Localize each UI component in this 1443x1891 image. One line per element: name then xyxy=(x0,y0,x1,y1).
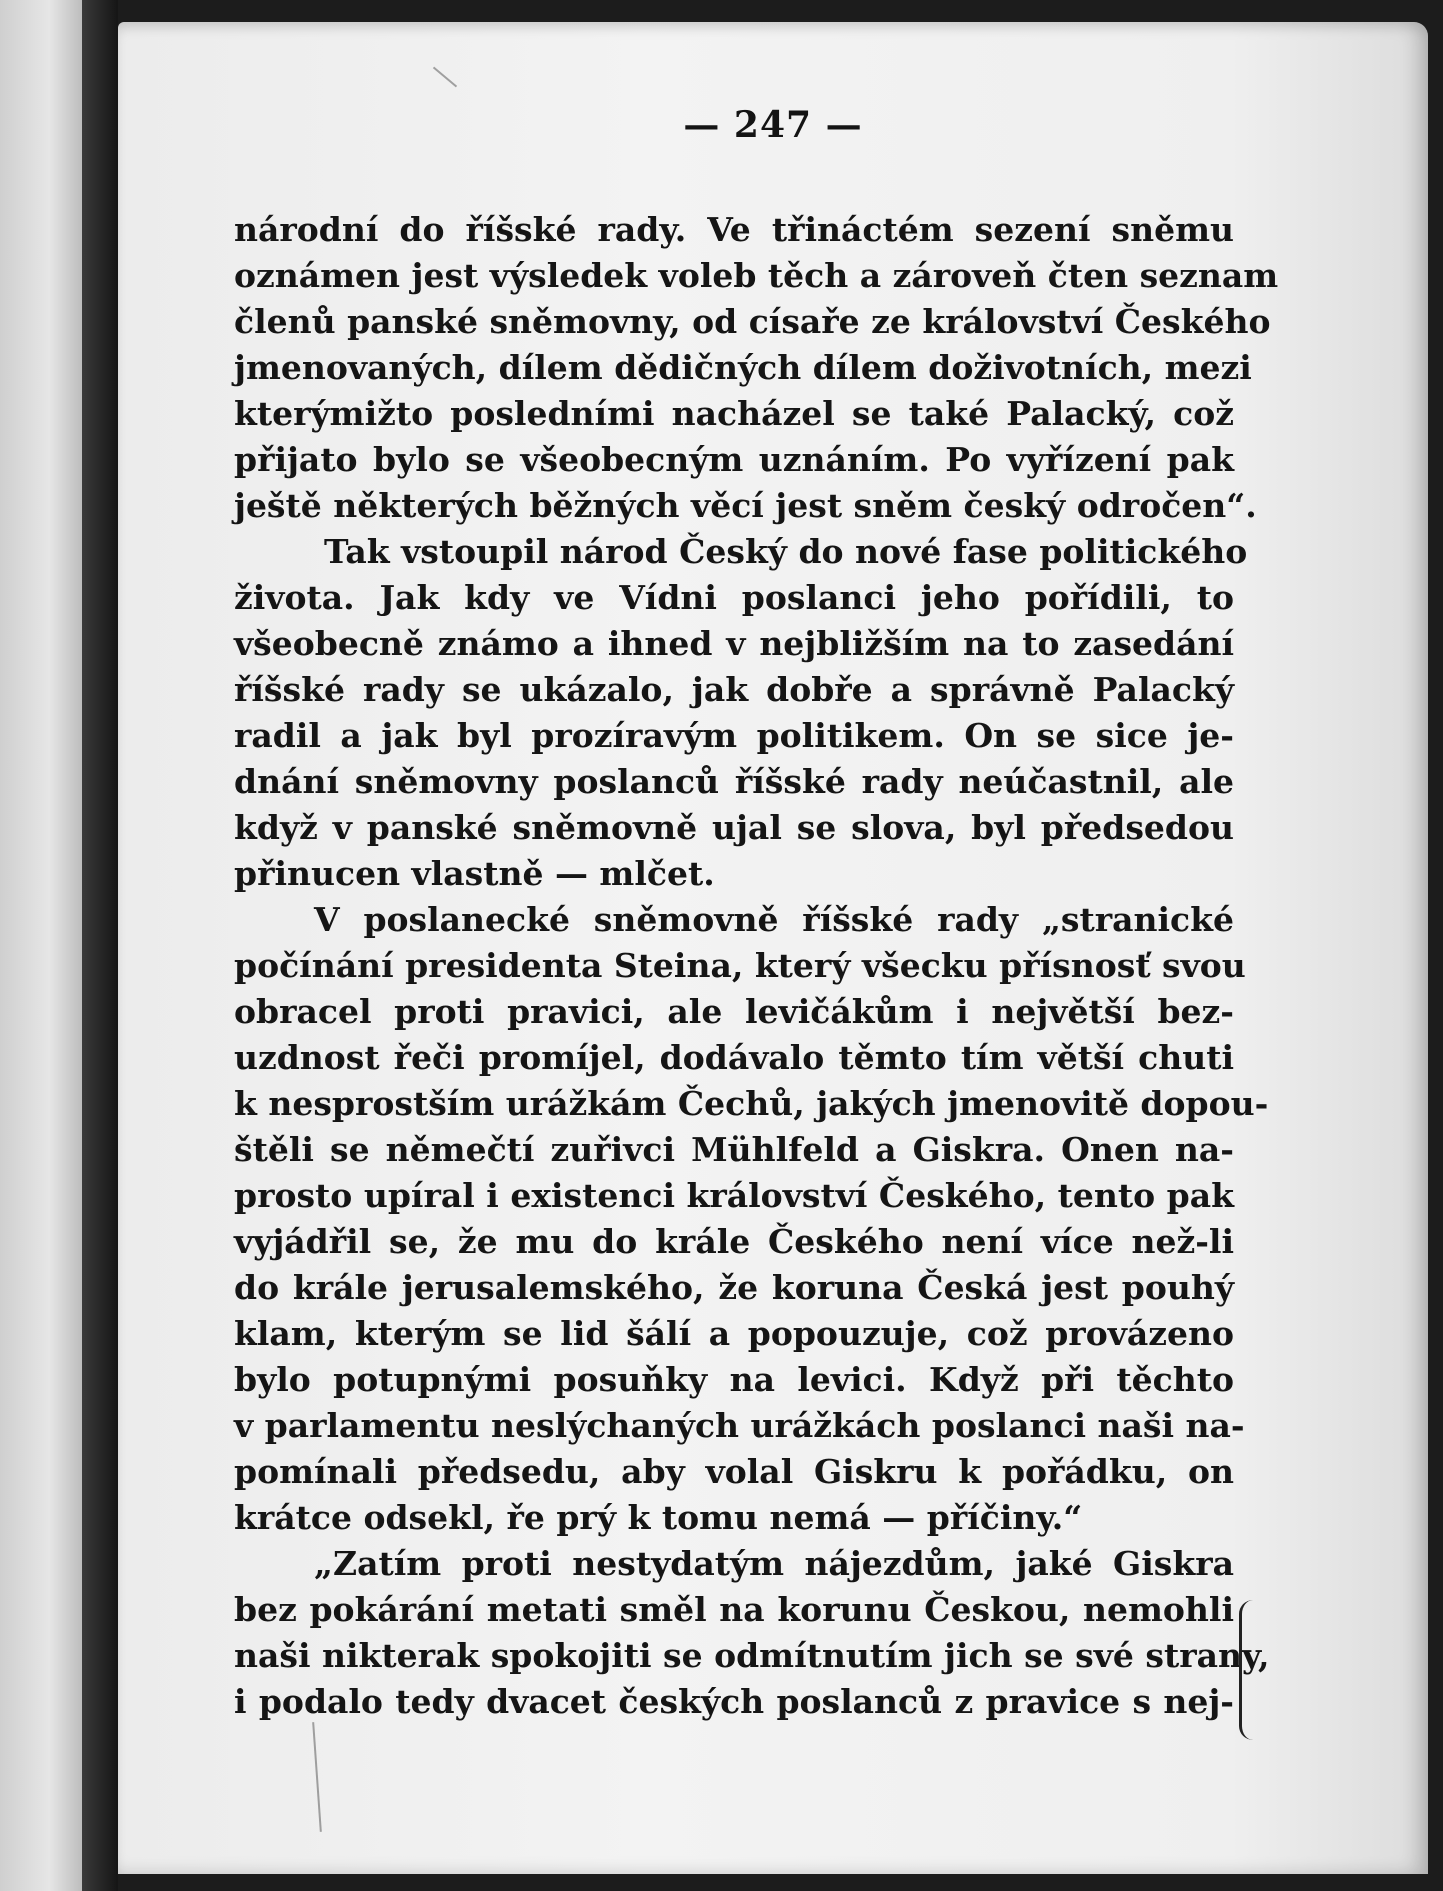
page-scratch-mark xyxy=(312,1722,322,1832)
text-line: když v panské sněmovně ujal se slova, byl předsedou xyxy=(234,808,1234,847)
page-scratch-mark xyxy=(433,67,457,88)
text-line: kterýmižto posledními nacházel se také Palacký, což xyxy=(234,394,1234,433)
left-page-edge xyxy=(0,0,82,1891)
text-line: jmenovaných, dílem dědičných dílem doživotních, mezi xyxy=(234,348,1252,387)
text-line: radil a jak byl prozíravým politikem. On se sice je- xyxy=(234,716,1234,755)
text-line: přijato bylo se všeobecným uznáním. Po vyřízení pak xyxy=(234,440,1234,479)
text-line: v parlamentu neslýchaných urážkách poslanci naši na- xyxy=(234,1406,1245,1445)
book-page xyxy=(118,22,1428,1874)
text-line: vyjádřil se, že mu do krále Českého není více než-li xyxy=(234,1222,1234,1261)
text-line: klam, kterým se lid šálí a popouzuje, což provázeno xyxy=(234,1314,1234,1353)
text-line: národní do říšské rady. Ve třináctém sezení sněmu xyxy=(234,210,1234,249)
page-number: — 247 — xyxy=(683,104,863,146)
text-line: bylo potupnými posuňky na levici. Když při těchto xyxy=(234,1360,1234,1399)
book-gutter xyxy=(82,0,118,1891)
text-line: říšské rady se ukázalo, jak dobře a správně Palacký xyxy=(234,670,1234,709)
text-line: V poslanecké sněmovně říšské rady „stranické xyxy=(314,900,1234,939)
text-line: štěli se němečtí zuřivci Mühlfeld a Giskra. Onen na- xyxy=(234,1130,1234,1169)
margin-bracket-mark xyxy=(1239,1600,1260,1740)
text-line: oznámen jest výsledek voleb těch a zároveň čten seznam xyxy=(234,256,1279,295)
text-line: prosto upíral i existenci království Českého, tento pak xyxy=(234,1176,1234,1215)
text-line: i podalo tedy dvacet českých poslanců z pravice s nej- xyxy=(234,1682,1234,1721)
text-line: bez pokárání metati směl na korunu Českou, nemohli xyxy=(234,1590,1234,1629)
text-line: počínání presidenta Steina, který všecku přísnosť svou xyxy=(234,946,1246,985)
text-line: k nesprostším urážkám Čechů, jakých jmenovitě dopou- xyxy=(234,1084,1269,1123)
text-line: pomínali předsedu, aby volal Giskru k pořádku, on xyxy=(234,1452,1234,1491)
text-line: života. Jak kdy ve Vídni poslanci jeho pořídili, to xyxy=(234,578,1234,617)
page-text xyxy=(234,207,1279,1725)
text-line: všeobecně známo a ihned v nejbližším na to zasedání xyxy=(234,624,1234,663)
text-line: „Zatím proti nestydatým nájezdům, jaké Giskra xyxy=(314,1544,1234,1583)
text-line: krátce odsekl, ře prý k tomu nemá — příčiny.“ xyxy=(234,1498,1083,1537)
text-line: uzdnost řeči promíjel, dodávalo těmto tím větší chuti xyxy=(234,1038,1234,1077)
text-line: ještě některých běžných věcí jest sněm český odročen“. xyxy=(234,486,1257,525)
text-line: členů panské sněmovny, od císaře ze království Českého xyxy=(234,302,1271,341)
text-line: do krále jerusalemského, že koruna Česká jest pouhý xyxy=(234,1268,1234,1307)
text-line: přinucen vlastně — mlčet. xyxy=(234,854,715,893)
text-line: dnání sněmovny poslanců říšské rady neúčastnil, ale xyxy=(234,762,1234,801)
text-line: naši nikterak spokojiti se odmítnutím jich se své strany, xyxy=(234,1636,1270,1675)
text-line: Tak vstoupil národ Český do nové fase politického xyxy=(324,532,1248,571)
text-line: obracel proti pravici, ale levičákům i největší bez- xyxy=(234,992,1234,1031)
